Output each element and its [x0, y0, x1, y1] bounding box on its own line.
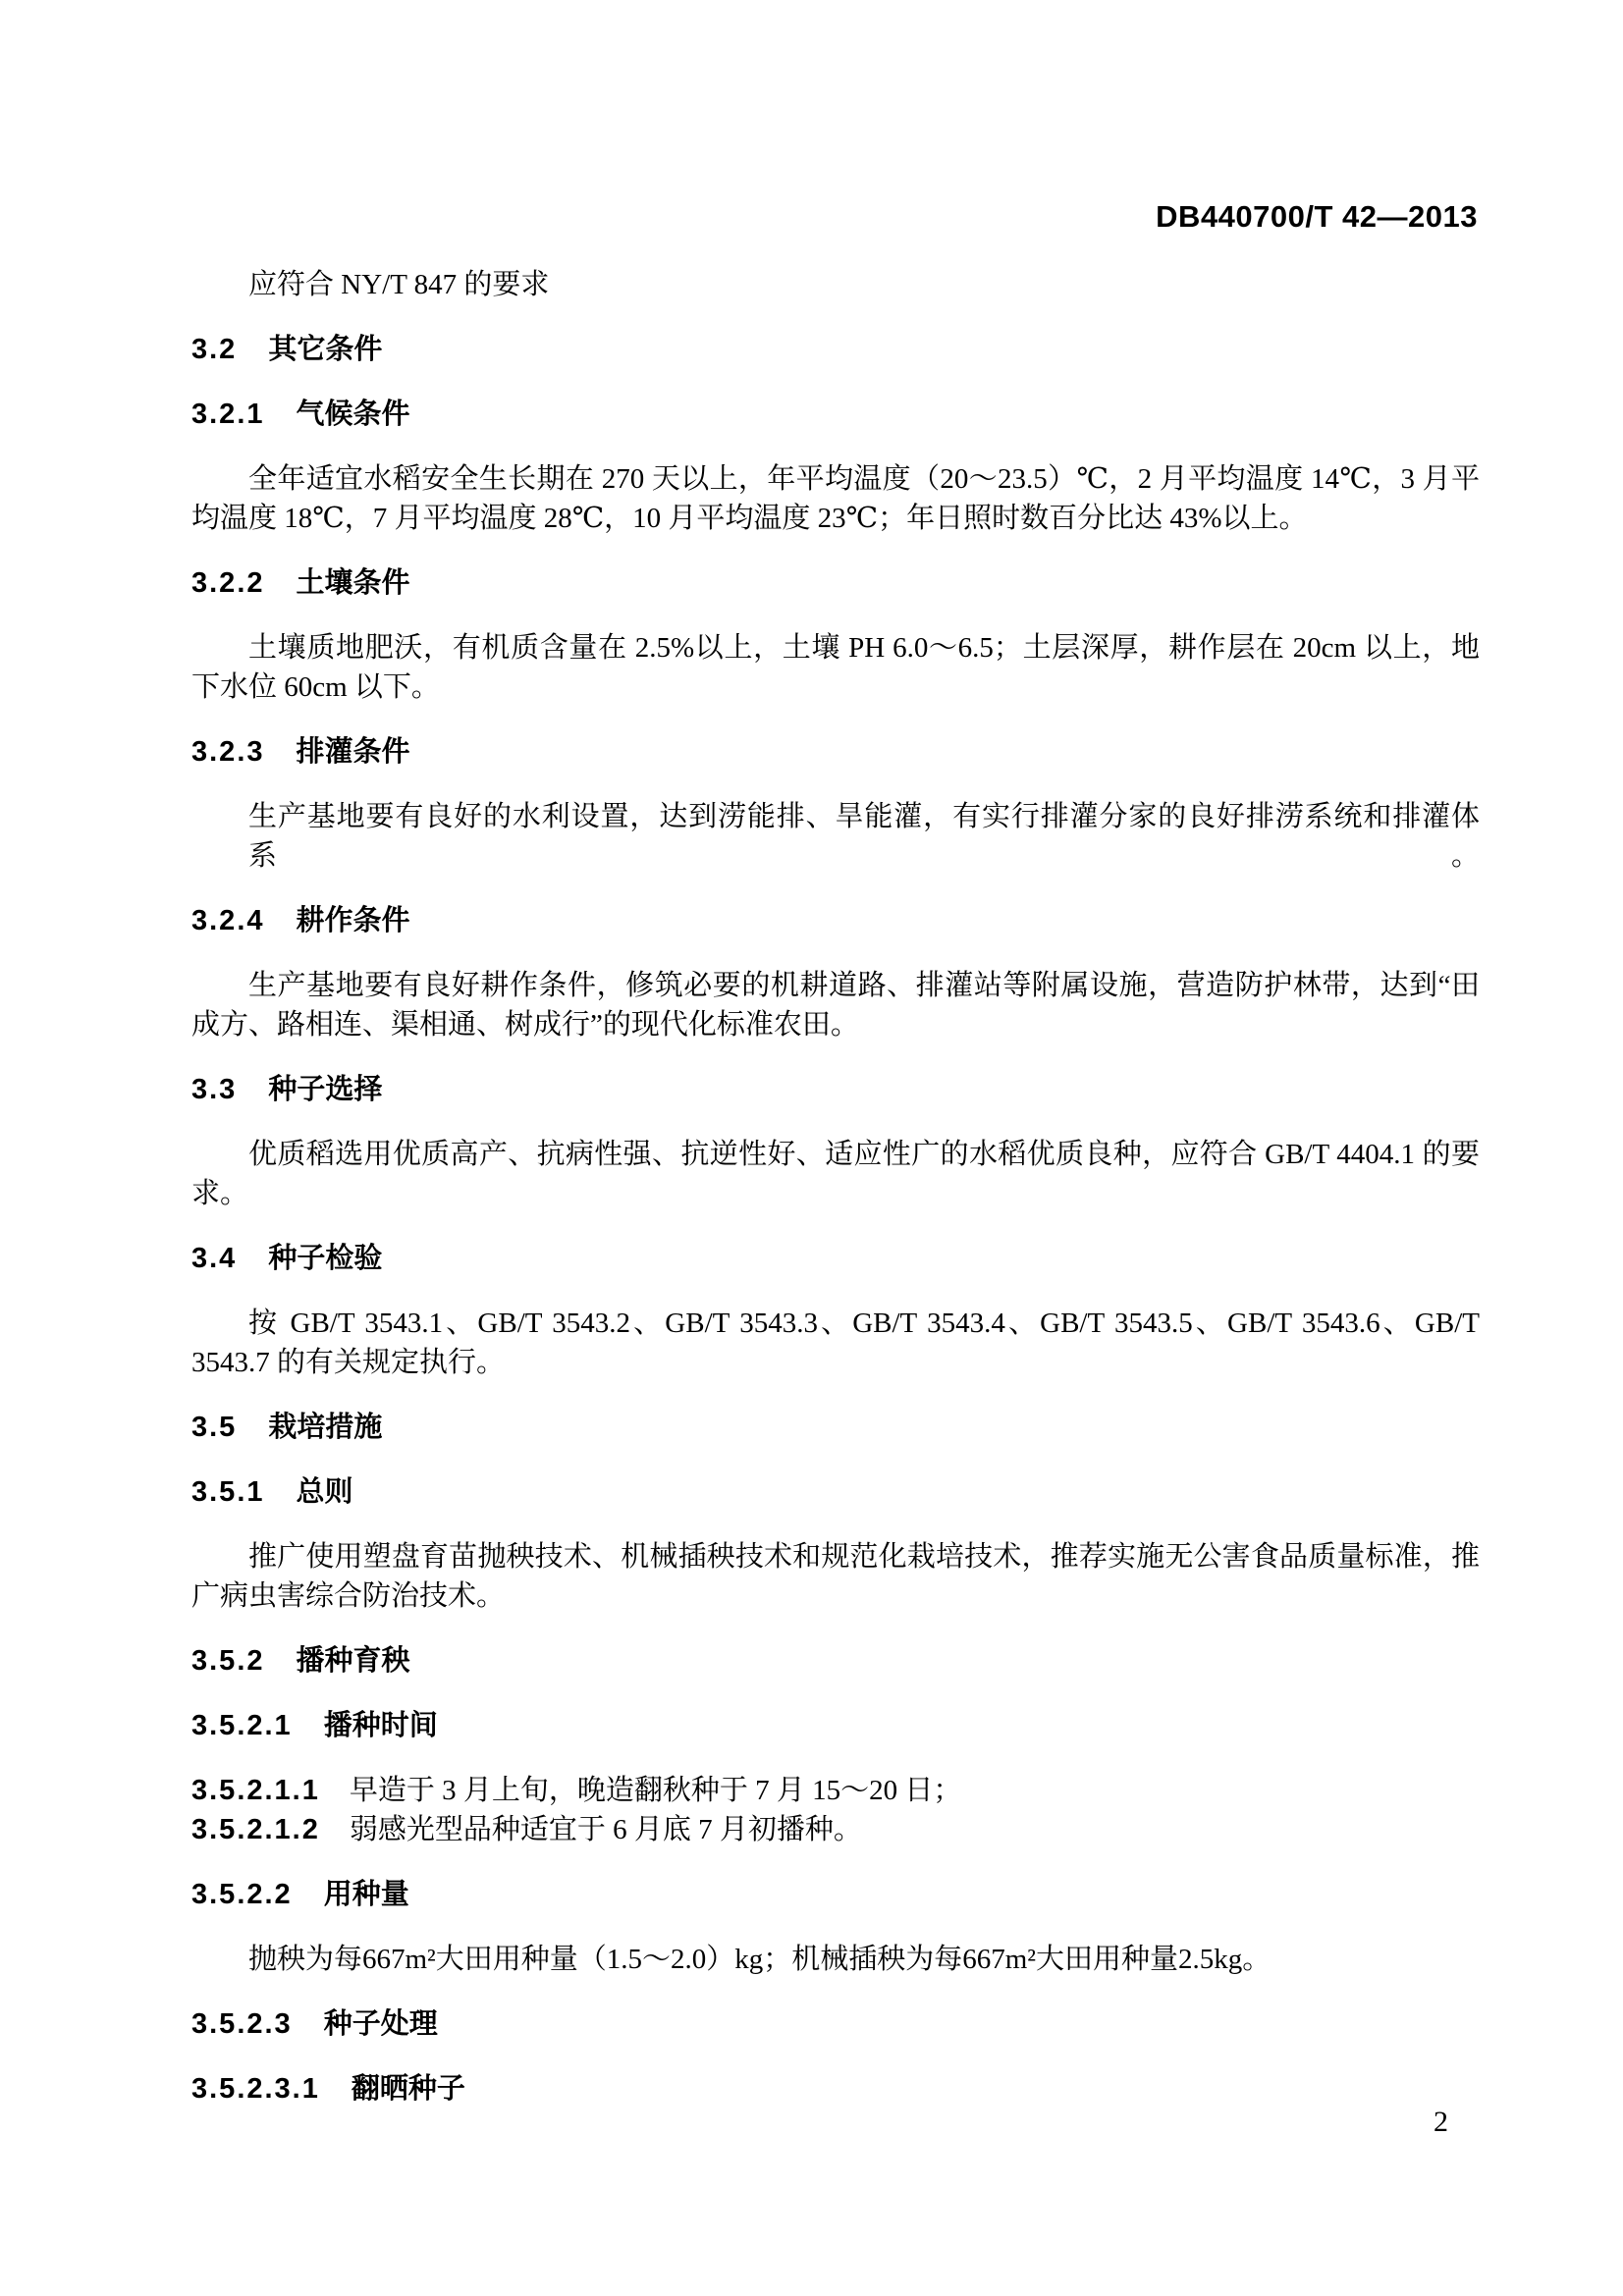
clause-text: 早造于 3 月上旬，晚造翻秋种于 7 月 15～20 日；	[349, 1775, 962, 1806]
section-title: 翻晒种子	[351, 2073, 465, 2105]
section-title: 种子选择	[268, 1074, 383, 1105]
document-code: DB440700/T 42—2013	[1156, 199, 1478, 234]
section-heading-3-2-3	[191, 732, 1480, 772]
paragraph-line: 下水位 60cm 以下。	[191, 671, 440, 703]
section-number: 3.2.4	[191, 905, 265, 936]
paragraph-3-2-4	[191, 966, 1480, 1044]
paragraph-3-2-1	[191, 459, 1480, 538]
section-number: 3.2	[191, 334, 238, 365]
paragraph-line: 广病虫害综合防治技术。	[191, 1580, 506, 1612]
section-heading-3-2-2	[191, 563, 1480, 603]
paragraph-line: 抛秧为每667m²大田用种量（1.5～2.0）kg；机械插秧为每667m²大田用种量2.5kg。	[248, 1944, 1271, 1975]
clause-3-5-2-1-1	[191, 1771, 1480, 1849]
section-number: 3.5.1	[191, 1476, 265, 1508]
clause-line	[191, 1810, 1480, 1849]
paragraph-line: 均温度 18℃，7 月平均温度 28℃，10 月平均温度 23℃；年日照时数百分比达 43%以上。	[191, 503, 1308, 534]
section-title: 耕作条件	[296, 905, 410, 936]
section-heading-3-5-2-1	[191, 1706, 1480, 1745]
section-heading-3-2-1	[191, 395, 1480, 434]
paragraph-line: 推广使用塑盘育苗抛秧技术、机械插秧技术和规范化栽培技术，推荐实施无公害食品质量标准，推	[248, 1541, 1480, 1573]
paragraph-line: 求。	[191, 1178, 249, 1209]
section-title: 种子检验	[268, 1243, 383, 1274]
section-heading-3-2-4	[191, 901, 1480, 940]
section-heading-3-5-2-3	[191, 2004, 1480, 2044]
section-title: 用种量	[323, 1879, 409, 1910]
paragraph-line: 优质稻选用优质高产、抗病性强、抗逆性好、适应性广的水稻优质良种，应符合 GB/T 4404.1 的要	[248, 1139, 1480, 1170]
section-number: 3.2.3	[191, 736, 265, 768]
paragraph-3-3	[191, 1135, 1480, 1213]
section-heading-3-5-2-2	[191, 1875, 1480, 1914]
section-title: 排灌条件	[296, 736, 410, 768]
section-heading-3-5-2	[191, 1641, 1480, 1681]
paragraph-3-2-3	[191, 797, 1480, 876]
section-heading-3-4	[191, 1239, 1480, 1278]
section-title: 气候条件	[296, 399, 410, 430]
paragraph-3-5-2-2	[191, 1940, 1480, 1979]
paragraph-3-5-1	[191, 1537, 1480, 1616]
section-number: 3.2.2	[191, 567, 265, 599]
document-body	[191, 265, 1480, 2109]
section-heading-3-5-1	[191, 1472, 1480, 1512]
intro-line: 应符合 NY/T 847 的要求	[248, 269, 550, 300]
section-heading-3-5	[191, 1408, 1480, 1447]
section-number: 3.5.2.2	[191, 1879, 293, 1910]
section-number: 3.4	[191, 1243, 238, 1274]
section-heading-3-3	[191, 1070, 1480, 1109]
section-number: 3.5.2.3	[191, 2008, 293, 2040]
paragraph-line: 土壤质地肥沃，有机质含量在 2.5%以上，土壤 PH 6.0～6.5；土层深厚，耕作层在 20cm 以上，地	[248, 632, 1480, 664]
section-title: 其它条件	[268, 334, 383, 365]
intro-paragraph	[191, 265, 1480, 304]
section-number: 3.5.2	[191, 1645, 265, 1677]
section-heading-3-2	[191, 330, 1480, 369]
section-title: 总则	[296, 1476, 353, 1508]
paragraph-3-2-2	[191, 628, 1480, 707]
page-number: 2	[1434, 2106, 1448, 2138]
section-number: 3.5.2.1	[191, 1710, 293, 1741]
section-title: 土壤条件	[296, 567, 410, 599]
clause-number: 3.5.2.1.2	[191, 1814, 320, 1845]
paragraph-line: 成方、路相连、渠相通、树成行”的现代化标准农田。	[191, 1009, 859, 1041]
section-number: 3.3	[191, 1074, 238, 1105]
section-title: 播种时间	[323, 1710, 438, 1741]
section-title: 播种育秧	[296, 1645, 410, 1677]
paragraph-line: 按 GB/T 3543.1、GB/T 3543.2、GB/T 3543.3、GB/T 3543.4、GB/T 3543.5、GB/T 3543.6、GB/T	[248, 1308, 1480, 1339]
paragraph-line: 3543.7 的有关规定执行。	[191, 1347, 506, 1378]
section-number: 3.5	[191, 1412, 238, 1443]
paragraph-line: 全年适宜水稻安全生长期在 270 天以上，年平均温度（20～23.5）℃，2 月平均温度 14℃，3 月平	[248, 463, 1480, 495]
clause-line	[191, 1771, 1480, 1810]
section-number: 3.2.1	[191, 399, 265, 430]
paragraph-line: 生产基地要有良好耕作条件，修筑必要的机耕道路、排灌站等附属设施，营造防护林带，达到“田	[248, 970, 1480, 1001]
clause-number: 3.5.2.1.1	[191, 1775, 320, 1806]
section-number: 3.5.2.3.1	[191, 2073, 320, 2105]
paragraph-3-4	[191, 1304, 1480, 1382]
paragraph-line: 生产基地要有良好的水利设置，达到涝能排、旱能灌，有实行排灌分家的良好排涝系统和排灌体系。	[248, 801, 1480, 872]
section-title: 栽培措施	[268, 1412, 383, 1443]
section-title: 种子处理	[323, 2008, 438, 2040]
clause-text: 弱感光型品种适宜于 6 月底 7 月初播种。	[349, 1814, 862, 1845]
section-heading-3-5-2-3-1	[191, 2069, 1480, 2109]
